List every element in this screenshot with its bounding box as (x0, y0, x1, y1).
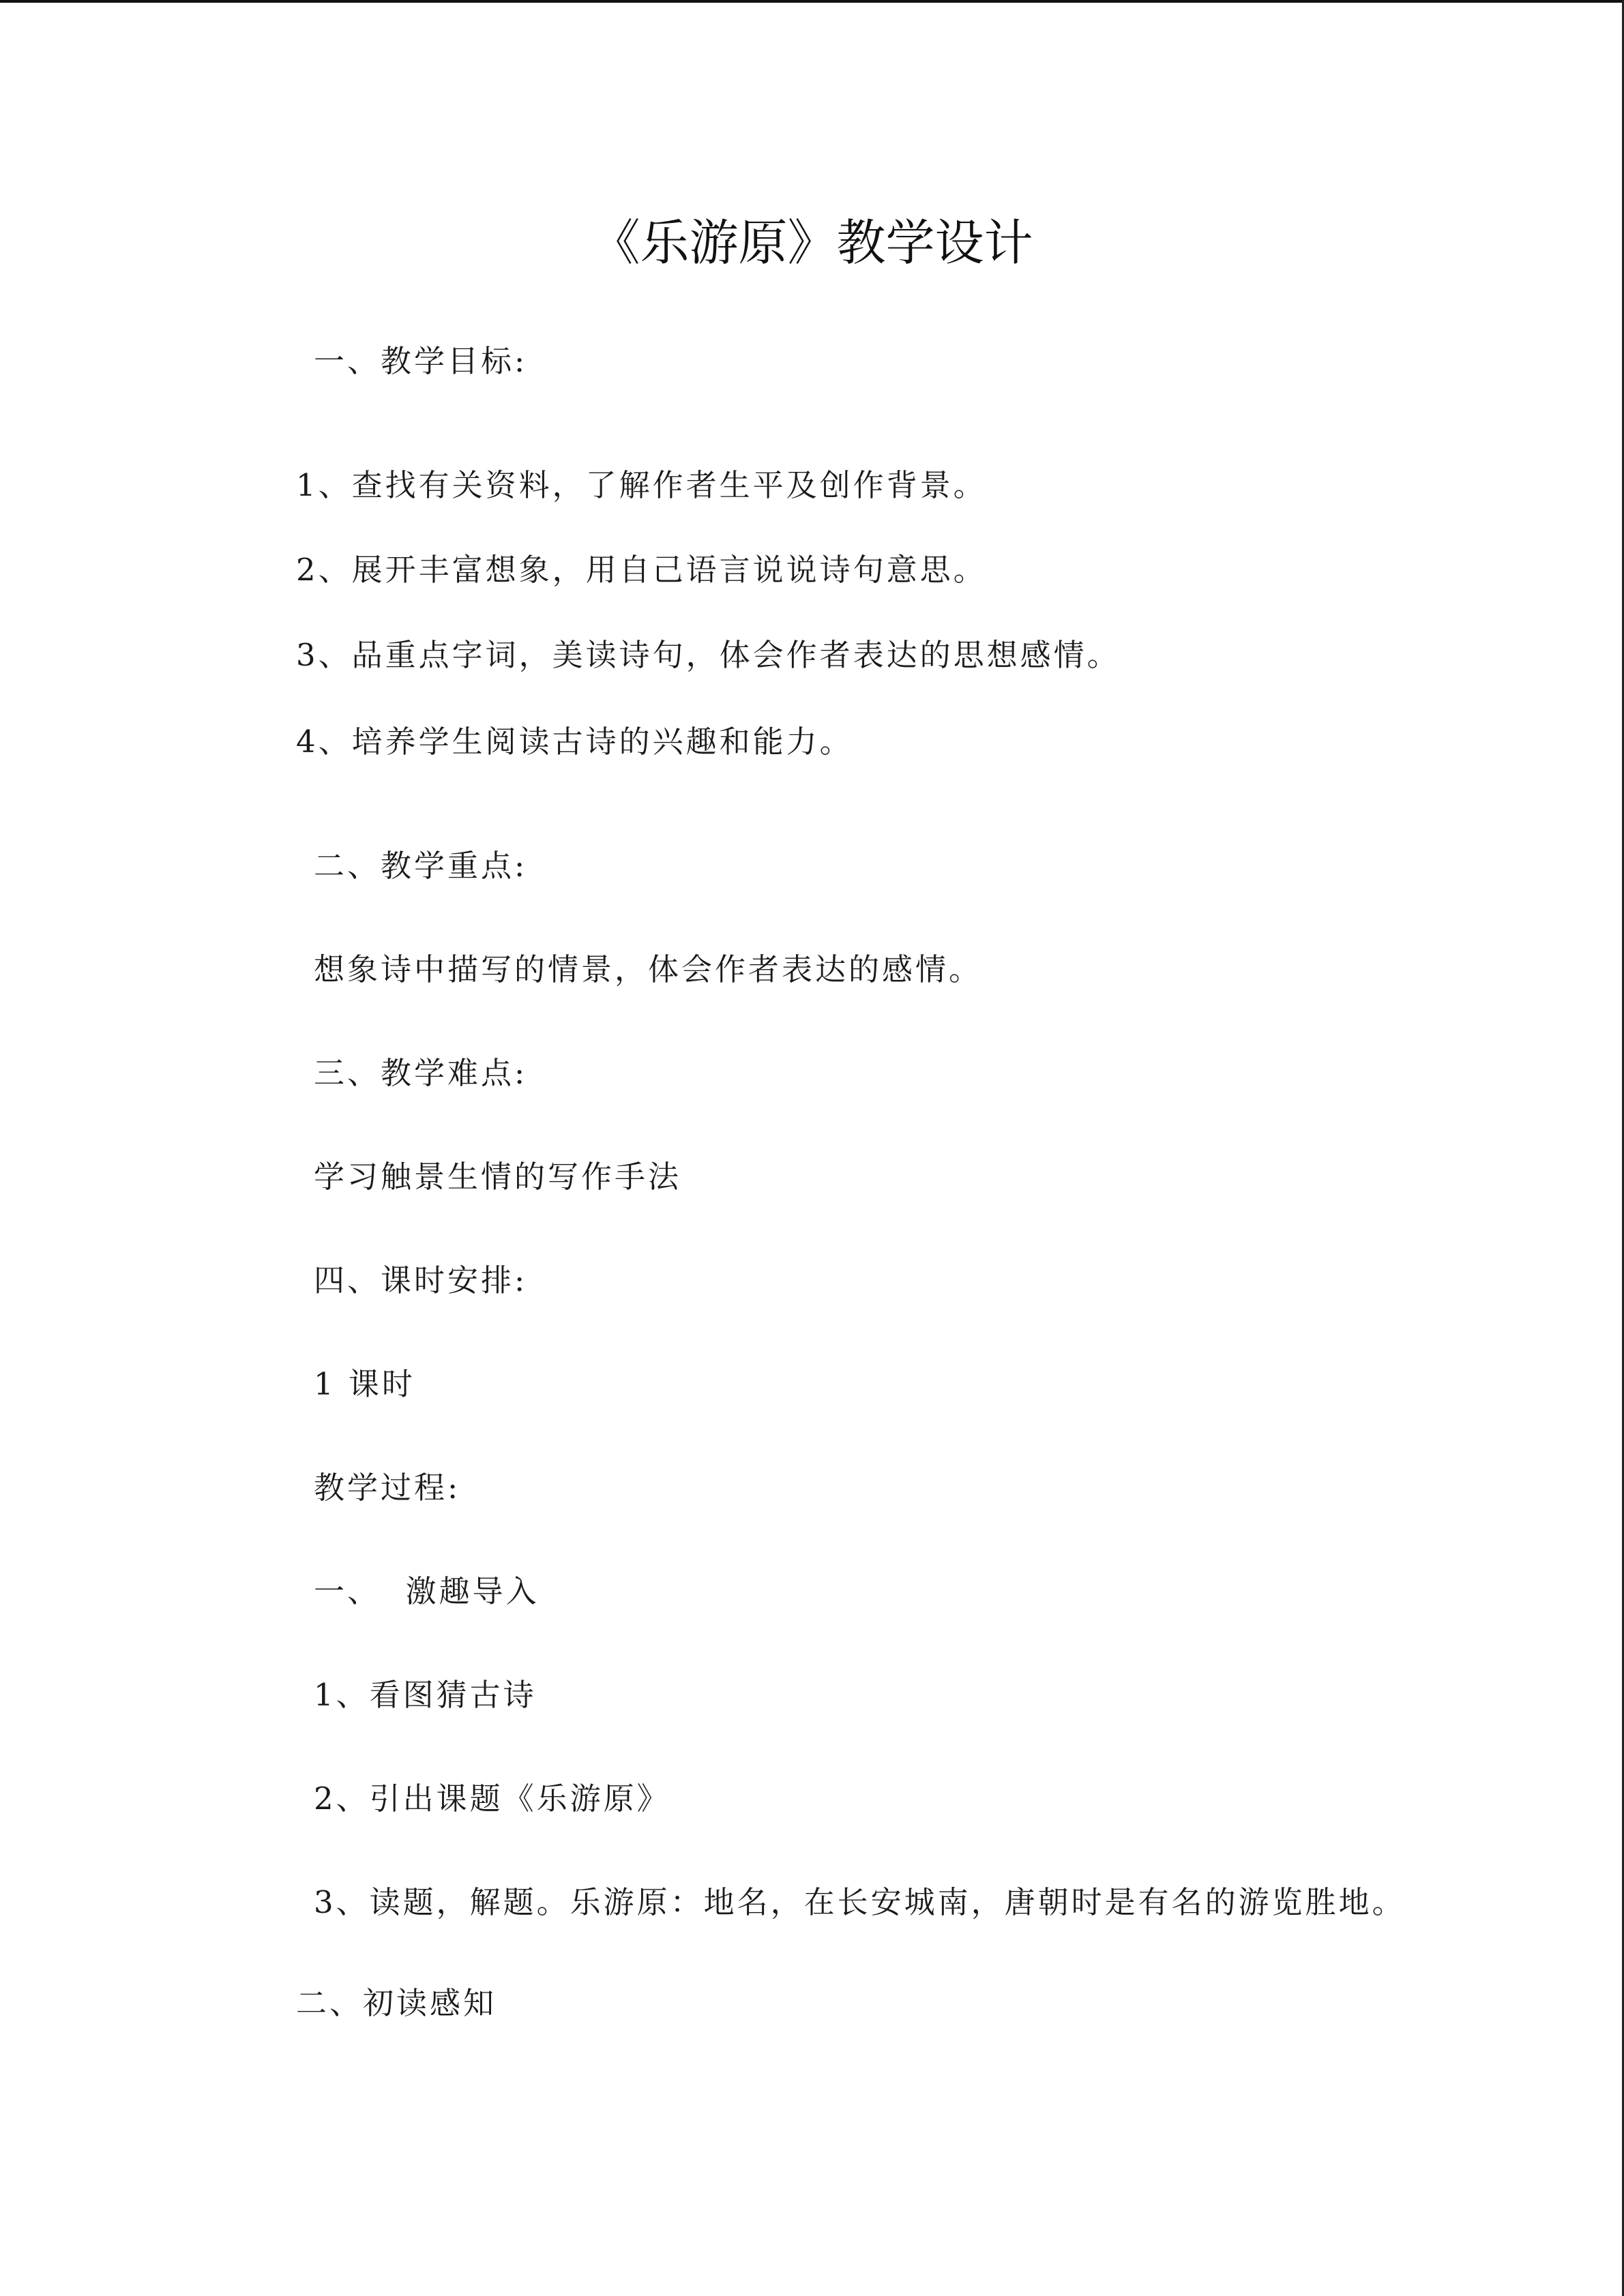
step2-heading: 二、初读感知 (296, 1985, 497, 2021)
objective-item-2: 2、展开丰富想象，用自己语言说说诗句意思。 (296, 552, 987, 588)
top-border-line (0, 0, 1624, 3)
step1-item-2: 2、引出课题《乐游原》 (314, 1780, 670, 1817)
schedule-text: 1 课时 (314, 1366, 415, 1402)
key-point-heading: 二、教学重点: (314, 848, 528, 884)
difficulty-text: 学习触景生情的写作手法 (314, 1159, 682, 1195)
schedule-heading: 四、课时安排: (314, 1262, 528, 1298)
objectives-heading: 一、教学目标: (314, 343, 528, 379)
step1-item-1: 1、看图猜古诗 (314, 1677, 537, 1713)
document-title: 《乐游原》教学设计 (591, 214, 1033, 271)
objective-item-1: 1、查找有关资料，了解作者生平及创作背景。 (296, 467, 987, 503)
key-point-text: 想象诗中描写的情景，体会作者表达的感情。 (314, 951, 983, 987)
difficulty-heading: 三、教学难点: (314, 1055, 528, 1091)
process-heading: 教学过程: (314, 1470, 461, 1506)
step1-item-3: 3、读题，解题。乐游原：地名，在长安城南，唐朝时是有名的游览胜地。 (314, 1884, 1406, 1920)
step1-heading: 一、 激趣导入 (314, 1573, 540, 1609)
objective-item-4: 4、培养学生阅读古诗的兴趣和能力。 (296, 724, 853, 760)
objective-item-3: 3、品重点字词，美读诗句，体会作者表达的思想感情。 (296, 637, 1121, 673)
